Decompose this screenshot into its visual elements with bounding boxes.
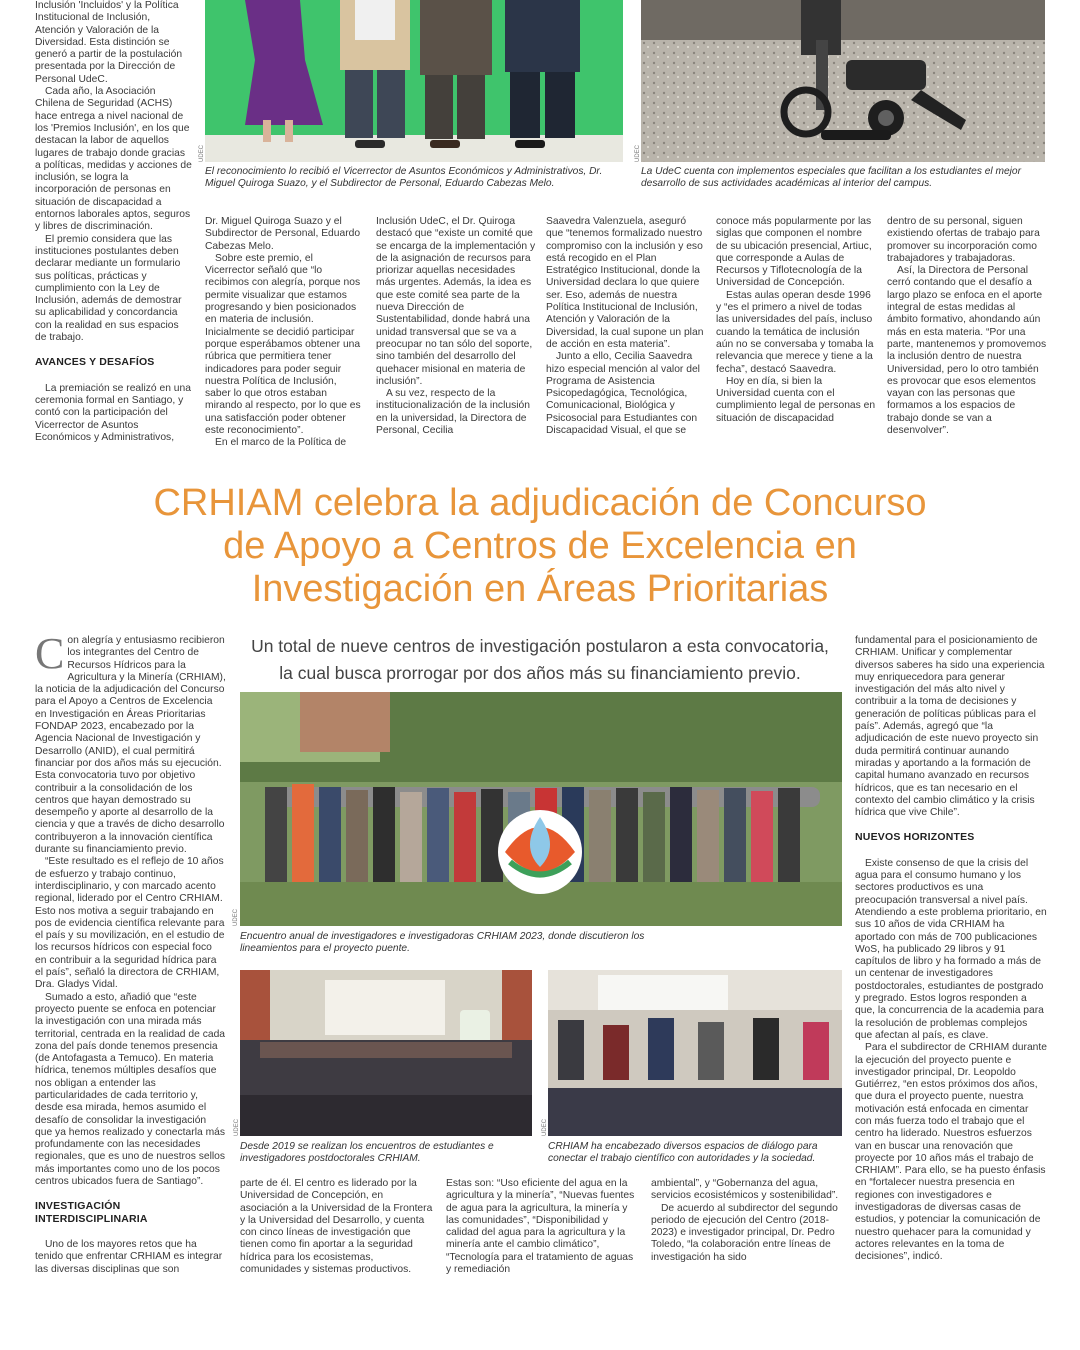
panel-photo-illustration — [548, 970, 842, 1136]
top-col2-para-2: Sobre este premio, el Vicerrector señaló que “lo recibimos con alegría, porque nos permite visualizar que estamos progresando y bien posicionados en materia de inclusión. Inicialmente se decidió participar porque esperábamos obtener una rúbrica que permitiera tener indicadores para poder seguir nuestra Política de Inclusión, saber lo que otros estaban mirando al respecto, por lo que es una satisfacción poder obtener este reconocimiento”. — [205, 252, 361, 437]
seminar-photo-credit: UDEC — [234, 1118, 240, 1136]
top-col6-para-1: dentro de su personal, siguen existiendo ofertas de trabajo para promover su incorporación como trabajadores y trabajadoras. — [887, 216, 1040, 264]
top-column-4 — [546, 216, 706, 452]
top-column-5 — [716, 216, 876, 452]
top-col3-para-1: Inclusión UdeC, el Dr. Quiroga destacó que “existe un comité que se encarga de la implementación y de la asignación de recursos para priorizar aquellas necesidades más urgentes. Además, la idea es que este comité sea parte de la nueva Dirección de Sustentabilidad, donde habrá una unidad transversal que se va a preocupar no tan sólo del soporte, sino también del desarrollo del quehacer misional en materia de inclusión”. — [376, 216, 536, 387]
bottom-column-left — [35, 635, 226, 1280]
top-col1-para-3: El premio considera que las instituciones postulantes deben declarar mediante un formulario sus políticas, prácticas y cumplimiento con la Ley de Inclusión, además de demostrar su aplicabilidad y concordancia con la realidad en sus espacios de trabajo. — [35, 233, 182, 344]
top-col1-para-1: Inclusión 'Incluidos' y la Política Institucional de Inclusión, Atención y Valoración de la Diversidad. Esta distinción se generó a partir de la postulación presentada por la Dirección de Personal UdeC. — [35, 0, 183, 85]
top-col3-para-2: A su vez, respecto de la institucionalización de la inclusión en la universidad, la Directora de Personal, Cecilia — [376, 388, 530, 437]
top-col5-para-2: Estas aulas operan desde 1996 y “es el primero a nivel de todas las universidades del país, incluso cuando la temática de inclusión aún no se conversaba y tomaba la relevancia que merece y tiene a la fecha”, destacó Saavedra. — [716, 289, 874, 375]
top-col2-para-1: Dr. Miguel Quiroga Suazo y el Subdirector de Personal, Eduardo Cabezas Melo. — [205, 216, 361, 252]
top-col5-para-3: Hoy en día, si bien la Universidad cuenta con el cumplimiento legal de personas en situación de discapacidad — [716, 375, 876, 424]
top-col2-para-3: En el marco de la Política de — [215, 437, 347, 449]
group-photo — [240, 692, 842, 926]
bottom-right-heading: NUEVOS HORIZONTES — [855, 831, 975, 844]
award-photo — [205, 0, 623, 162]
top-column-2 — [205, 216, 365, 452]
panel-photo-caption: CRHIAM ha encabezado diversos espacios de diálogo para conectar el trabajo científico con autoridades y la sociedad. — [548, 1141, 818, 1165]
headline-line-2: de Apoyo a Centros de Excelencia en — [223, 525, 857, 567]
bottom-right-after-2: Para el subdirector de CRHIAM durante la ejecución del proyecto puente e investigador principal, Dr. Leopoldo Gutiérrez, “en estos próximos dos años, que dura el proyecto puente, nuestra motivación está enfocada en cimentar con más fuerza todo el trabajo que el centro ha liderado. Nuestros esfuerzos van en buscar una renovación que proyecte por 10 años más el trabajo de CRHIAM”. Para ello, se ha puesto énfasis en “fortalecer nuestra presencia en regiones con investigadores e investigadoras de diversas casas de estudios, y potenciar la comunicación de nuestro quehacer para la comunidad y actores relevantes en la toma de decisiones”, indicó. — [855, 1042, 1047, 1263]
bottom-left-para-3: Sumado a esto, añadió que “este proyecto puente se enfoca en potenciar la investigación con una mirada más territorial, centrada en la realidad de cada zona del país donde tenemos presencia (de Antofagasta a Temuco). En materia hídrica, tenemos múltiples desafíos que nos obligan a entender las particularidades de cada territorio y, desde esa mirada, hemos asumido el desafío de consolidar la investigación que ya hemos realizado y conectarla más profundamente con las necesidades regionales, que es uno de nuestros sellos más importantes como uno de los pocos centros ubicados fuera de Santiago”. — [35, 991, 226, 1188]
seminar-photo-illustration — [240, 970, 532, 1136]
bottom-m2-para-1: Estas son: “Uso eficiente del agua en la agricultura y la minería”, “Nuevas fuentes de agua para la agricultura, la minería y las comunidades”, “Disponibilidad y calidad del agua para la agricultura y la minería ante el cambio climático”, “Tecnología para el tratamiento de aguas y remediación — [446, 1178, 635, 1276]
top-col5-para-1: conoce más popularmente por las siglas que componen el nombre de su ubicación presencial, Artiuc, que corresponde a Aulas de Recursos y Tiflotecnología de la Universidad de Concepción. — [716, 216, 872, 289]
group-photo-credit: UDEC — [233, 908, 239, 926]
bottom-column-m3 — [651, 1178, 844, 1278]
bottom-m3-para-2: De acuerdo al subdirector del segundo periodo de ejecución del Centro (2018-2023) e investigador principal, Dr. Pedro Toledo, “la colaboración entre líneas de investigación ha sido — [651, 1202, 838, 1263]
top-column-3 — [376, 216, 536, 452]
panel-photo — [548, 970, 842, 1136]
seminar-photo — [240, 970, 532, 1136]
bottom-m1-para-1: parte de él. El centro es liderado por la Universidad de Concepción, en asociación a la Universidad de la Frontera y la Universidad del Desarrollo, y cuenta con cinco líneas de investigación que tienen como fin aportar a la seguridad hídrica para los ecosistemas, comunidades y sistemas productivos. — [240, 1178, 433, 1276]
deck-line-2: la cual busca prorrogar por dos años más su financiamiento previo. — [279, 663, 801, 683]
article-deck — [240, 633, 840, 687]
lead-paragraph-text: on alegría y entusiasmo recibieron los integrantes del Centro de Recursos Hídricos para la Agricultura y la Minería (CRHIAM), la noticia de la adjudicación del Concurso para el Apoyo a Centros de Excelencia en Investigación en Áreas Prioritarias FONDAP 2023, encabezado por la Agencia Nacional de Investigación y Desarrollo (ANID), el cual permitirá financiar por dos años más su ejecución. Esta convocatoria tuvo por objetivo contribuir a la consolidación de los centros que hayan demostrado su desempeño y aporte al desarrollo de la ciencia y que a través de dicho desarrollo contribuyeron a la innovación científica durante su financiamiento previo. — [35, 635, 226, 856]
top-col6-para-2: Así, la Directora de Personal cerró contando que el desafío a largo plazo se enfoca en el aporte integral de estas medidas al ámbito formativo, ahondando aún más en esta materia. “Por una parte, mantenemos y promovemos la inclusión dentro de nuestra Universidad, pero lo otro también es provocar que esos elementos vayan con las personas que formamos a los espacios de trabajo donde se van a desenvolver”. — [887, 265, 1047, 437]
deck-line-1: Un total de nueve centros de investigación postularon a esta convocatoria, — [251, 636, 829, 656]
top-column-1 — [35, 0, 192, 452]
group-photo-caption: Encuentro anual de investigadores e investigadoras CRHIAM 2023, donde discutieron los lineamientos para el proyecto puente. — [240, 931, 645, 955]
bottom-column-m1 — [240, 1178, 433, 1278]
award-photo-illustration — [205, 0, 623, 162]
award-photo-credit: UDEC — [199, 144, 205, 162]
top-col1-para-2: Cada año, la Asociación Chilena de Seguridad (ACHS) hace entrega a nivel nacional de los 'Premios Inclusión', en los que destacan la labor de aquellos lugares de trabajo donde gracias a políticas, medidas y acciones de inclusión, se logra la incorporación de personas en situación de discapacidad a entornos laborales aptos, seguros y libres de discriminación. — [35, 86, 192, 233]
top-col1-heading: AVANCES Y DESAFÍOS — [35, 356, 155, 369]
wheelchair-photo-caption: La UdeC cuenta con implementos especiales que facilitan a los estudiantes el mejor desarrollo de sus actividades académicas al interior del campus. — [641, 166, 1021, 190]
lead-paragraph — [35, 635, 226, 856]
top-col4-para-1: Saavedra Valenzuela, aseguró que “tenemos formalizado nuestro compromiso con la inclusión y eso está recogido en el Plan Estratégico Institucional, donde la Universidad declara lo que quiere ser. Eso, además de nuestra Política Institucional de Inclusión, Atención y Valoración de la Diversidad, la cual supone un plan de acción en esta materia”. — [546, 216, 704, 350]
award-photo-caption: El reconocimiento lo recibió el Vicerrector de Asuntos Económicos y Administrativos, Dr. Miguel Quiroga Suazo, y el Subdirector de Personal, Eduardo Cabezas Melo. — [205, 166, 603, 190]
dropcap-letter: C — [35, 635, 65, 678]
bottom-column-m2 — [446, 1178, 639, 1278]
bottom-m3-para-1: ambiental”, y “Gobernanza del agua, servicios ecosistémicos y sostenibilidad”. — [651, 1178, 839, 1202]
headline-line-1: CRHIAM celebra la adjudicación de Concurso — [153, 482, 927, 524]
top-col1-after: La premiación se realizó en una ceremonia formal en Santiago, y contó con la participación del Vicerrector de Asuntos Económicos y Administrativos, — [35, 382, 191, 443]
seminar-photo-caption: Desde 2019 se realizan los encuentros de estudiantes e investigadores postdoctorales CRHIAM. — [240, 1141, 494, 1165]
bottom-column-right — [855, 635, 1047, 1280]
top-column-6 — [887, 216, 1047, 452]
wheelchair-photo-illustration — [641, 0, 1045, 162]
top-col4-para-2: Junto a ello, Cecilia Saavedra hizo especial mención al valor del Programa de Asistencia Psicopedagógica, Tecnológica, Comunicacional, Biológica y Psicosocial para Estudiantes con Discapacidad Visual, el que se — [546, 351, 700, 437]
article-headline — [60, 482, 1020, 611]
bottom-left-heading: INVESTIGACIÓN INTERDISCIPLINARIA — [35, 1200, 148, 1225]
bottom-right-para-1: fundamental para el posicionamiento de CRHIAM. Unificar y complementar diversos saberes ha sido una experiencia muy enriquecedora para generar investigación del más alto nivel y contribuir a la toma de decisiones y generación de políticas públicas para el país”. Además, agregó que “la adjudicación de este nuevo proyecto sin duda permitirá continuar aunando miradas y aportando a la formación de capital humano avanzado en recursos hídricos, que es tan necesario en el contexto del cambio climático y la crisis hídrica que vive Chile”. — [855, 635, 1045, 819]
headline-line-3: Investigación en Áreas Prioritarias — [251, 568, 829, 610]
wheelchair-photo — [641, 0, 1045, 162]
group-photo-illustration — [240, 692, 842, 926]
wheelchair-photo-credit: UDEC — [635, 144, 641, 162]
bottom-right-after-1: Existe consenso de que la crisis del agua para el consumo humano y los sectores productivos es una preocupación transversal a nivel país. Atendiendo a este problema prioritario, en sus 10 años de vida CRHIAM ha aportado con más de 700 publicaciones WoS, ha publicado 29 libros y 91 capítulos de libro y ha formado a más de un centenar de investigadores postdoctorales, estudiantes de postgrado y pregrado. Estos logros responden a que, la concurrencia de la academia para la resolución de problemas complejos que afectan al país, es clave. — [855, 857, 1047, 1041]
bottom-left-after: Uno de los mayores retos que ha tenido que enfrentar CRHIAM es integrar las diversas disciplinas que son — [35, 1238, 223, 1275]
bottom-left-para-2: “Este resultado es el reflejo de 10 años de esfuerzo y trabajo continuo, interdisciplinario, y con marcado acento regional, liderado por el Centro CRHIAM. Esto nos motiva a seguir trabajando en pos de evidencia científica relevante para el país y su movilización, en el estudio de los recursos hídricos con especial foco en contribuir a la seguridad hídrica para el país”, señaló la directora de CRHIAM, Dra. Gladys Vidal. — [35, 856, 225, 991]
panel-photo-credit: UDEC — [542, 1118, 548, 1136]
